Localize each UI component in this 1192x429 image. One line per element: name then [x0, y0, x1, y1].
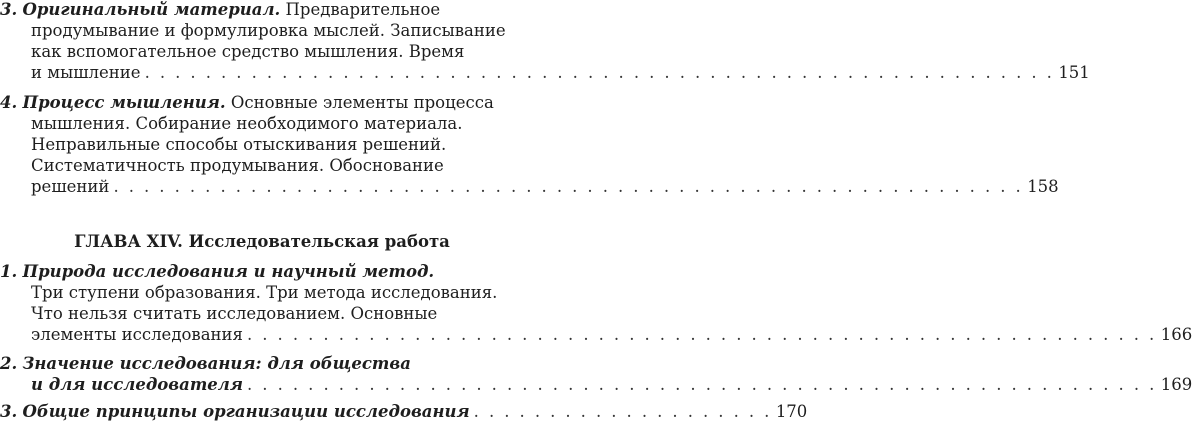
entry-text-line: Три ступени образования. Три метода исследования.	[31, 283, 498, 302]
dot-leader: . . . . . . . . . . . . . . . . . . . . . . . . . . . . . . . . . . . . . . . . . . . . . . . . . . . . . . . . . . . .	[246, 325, 1157, 344]
entry-title: и для исследователя	[31, 375, 244, 394]
entry-number: 2.	[0, 354, 18, 373]
toc-entry-3-first-line	[0, 0, 440, 21]
entry-number: 3.	[0, 402, 18, 421]
entry-text-line: продумывание и формулировка мыслей. Записывание	[31, 21, 506, 40]
chapter-heading: ГЛАВА XIV. Исследовательская работа	[74, 232, 450, 251]
toc-entry-4-first-line	[0, 93, 494, 114]
chapter-entry-3-title-line	[0, 402, 470, 423]
dot-leader: . . . . . . . . . . . . . . . . . . . . . . . . . . . . . . . . . . . . . . . . . . . . . . . . . . . . . . . . . . . .	[247, 375, 1157, 394]
toc-leader-line	[0, 402, 808, 423]
toc-leader-line	[31, 63, 1090, 84]
toc-leader-line	[31, 177, 1059, 198]
toc-leader-line	[31, 325, 1192, 346]
entry-text-line: решений	[31, 177, 110, 196]
chapter-entry-2-first-line	[0, 354, 411, 375]
entry-text-line: и мышление	[31, 63, 141, 82]
dot-leader: . . . . . . . . . . . . . . . . . . . . . . . . . . . . . . . . . . . . . . . . . . . . . . . . . . . . . . . . . . . .	[144, 63, 1055, 82]
page-number: 169	[1160, 375, 1192, 394]
entry-text-line: Неправильные способы отыскивания решений.	[31, 135, 447, 154]
page-number: 151	[1058, 63, 1090, 82]
entry-number: 4.	[0, 93, 18, 112]
entry-text-line: элементы исследования	[31, 325, 243, 344]
chapter-entry-1-first-line	[0, 262, 434, 283]
entry-number: 3.	[0, 0, 18, 19]
entry-title: Значение исследования: для общества	[22, 354, 411, 373]
page-number: 170	[775, 402, 808, 421]
entry-text-line: Что нельзя считать исследованием. Основные	[31, 304, 438, 323]
entry-title: Процесс мышления.	[22, 93, 226, 112]
page-number: 166	[1160, 325, 1192, 344]
entry-text: Основные элементы процесса	[230, 93, 494, 112]
entry-title: Природа исследования и научный метод.	[22, 262, 435, 281]
page-number: 158	[1027, 177, 1059, 196]
entry-number: 1.	[0, 262, 18, 281]
entry-text-line: Систематичность продумывания. Обоснование	[31, 156, 444, 175]
dot-leader: . . . . . . . . . . . . . . . . . . . .	[473, 402, 772, 421]
entry-text-line: как вспомогательное средство мышления. Время	[31, 42, 465, 61]
toc-leader-line	[31, 375, 1192, 396]
entry-title: Общие принципы организации исследования	[22, 402, 470, 421]
dot-leader: . . . . . . . . . . . . . . . . . . . . . . . . . . . . . . . . . . . . . . . . . . . . . . . . . . . . . . . . . . . .	[113, 177, 1024, 196]
entry-text-line: мышления. Собирание необходимого материала.	[31, 114, 463, 133]
entry-title: Оригинальный материал.	[22, 0, 281, 19]
entry-text: Предварительное	[285, 0, 441, 19]
